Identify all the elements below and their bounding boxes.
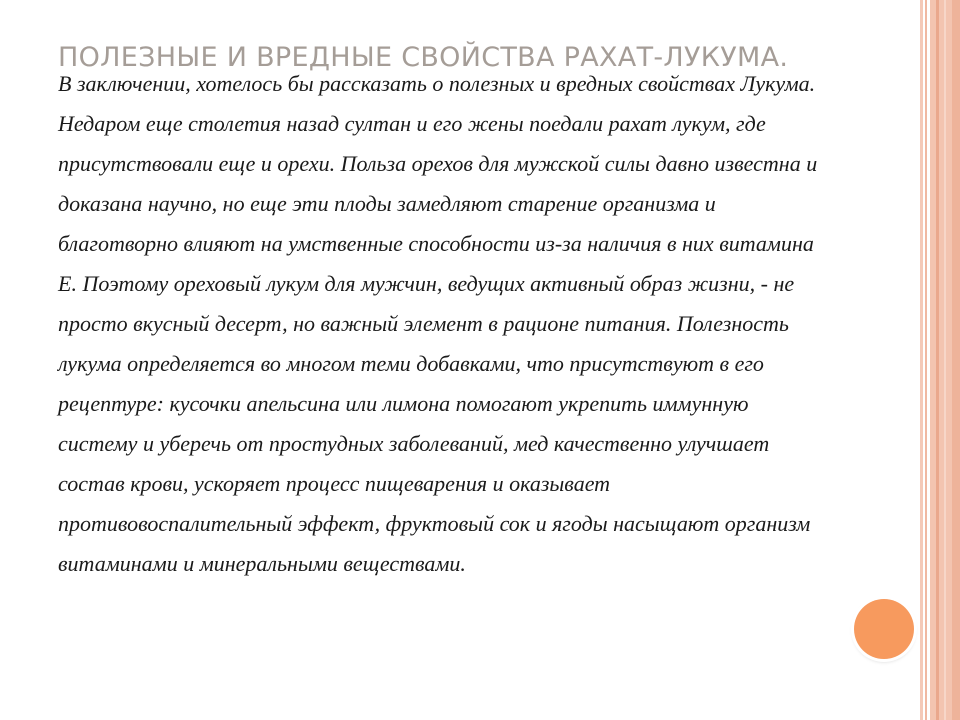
edge-stripe [920,0,923,720]
slide-body [58,64,828,584]
body-paragraph: Недаром еще столетия назад султан и его жены поедали рахат лукум, где присутствовали еще и орехи. Польза орехов для мужской силы давно известна и доказана научно, но еще эти плоды замедляют старение организма и благотворно влияют на умственные способности из-за наличия в них витамина Е. Поэтому ореховый лукум для мужчин, ведущих активный образ жизни, - не просто вкусный десерт, но важный элемент в рационе питания. Полезность лукума определяется во многом теми добавками, что присутствуют в его рецептуре: кусочки апельсина или лимона помогают укрепить иммунную систему и уберечь от простудных заболеваний, мед качественно улучшает состав крови, ускоряет процесс пищеварения и оказывает противовоспалительный эффект, фруктовый сок и ягоды насыщают организм витаминами и минеральными веществами. [58,111,818,576]
edge-stripe [925,0,927,720]
edge-stripe [944,0,946,720]
edge-stripe [936,0,939,720]
edge-stripe [952,0,960,720]
body-paragraph: В заключении, хотелось бы рассказать о полезных и вредных свойствах Лукума. [58,71,816,96]
decorative-circle-icon [854,599,914,659]
slide-title: ПОЛЕЗНЫЕ И ВРЕДНЫЕ СВОЙСТВА РАХАТ-ЛУКУМА. [58,42,789,73]
